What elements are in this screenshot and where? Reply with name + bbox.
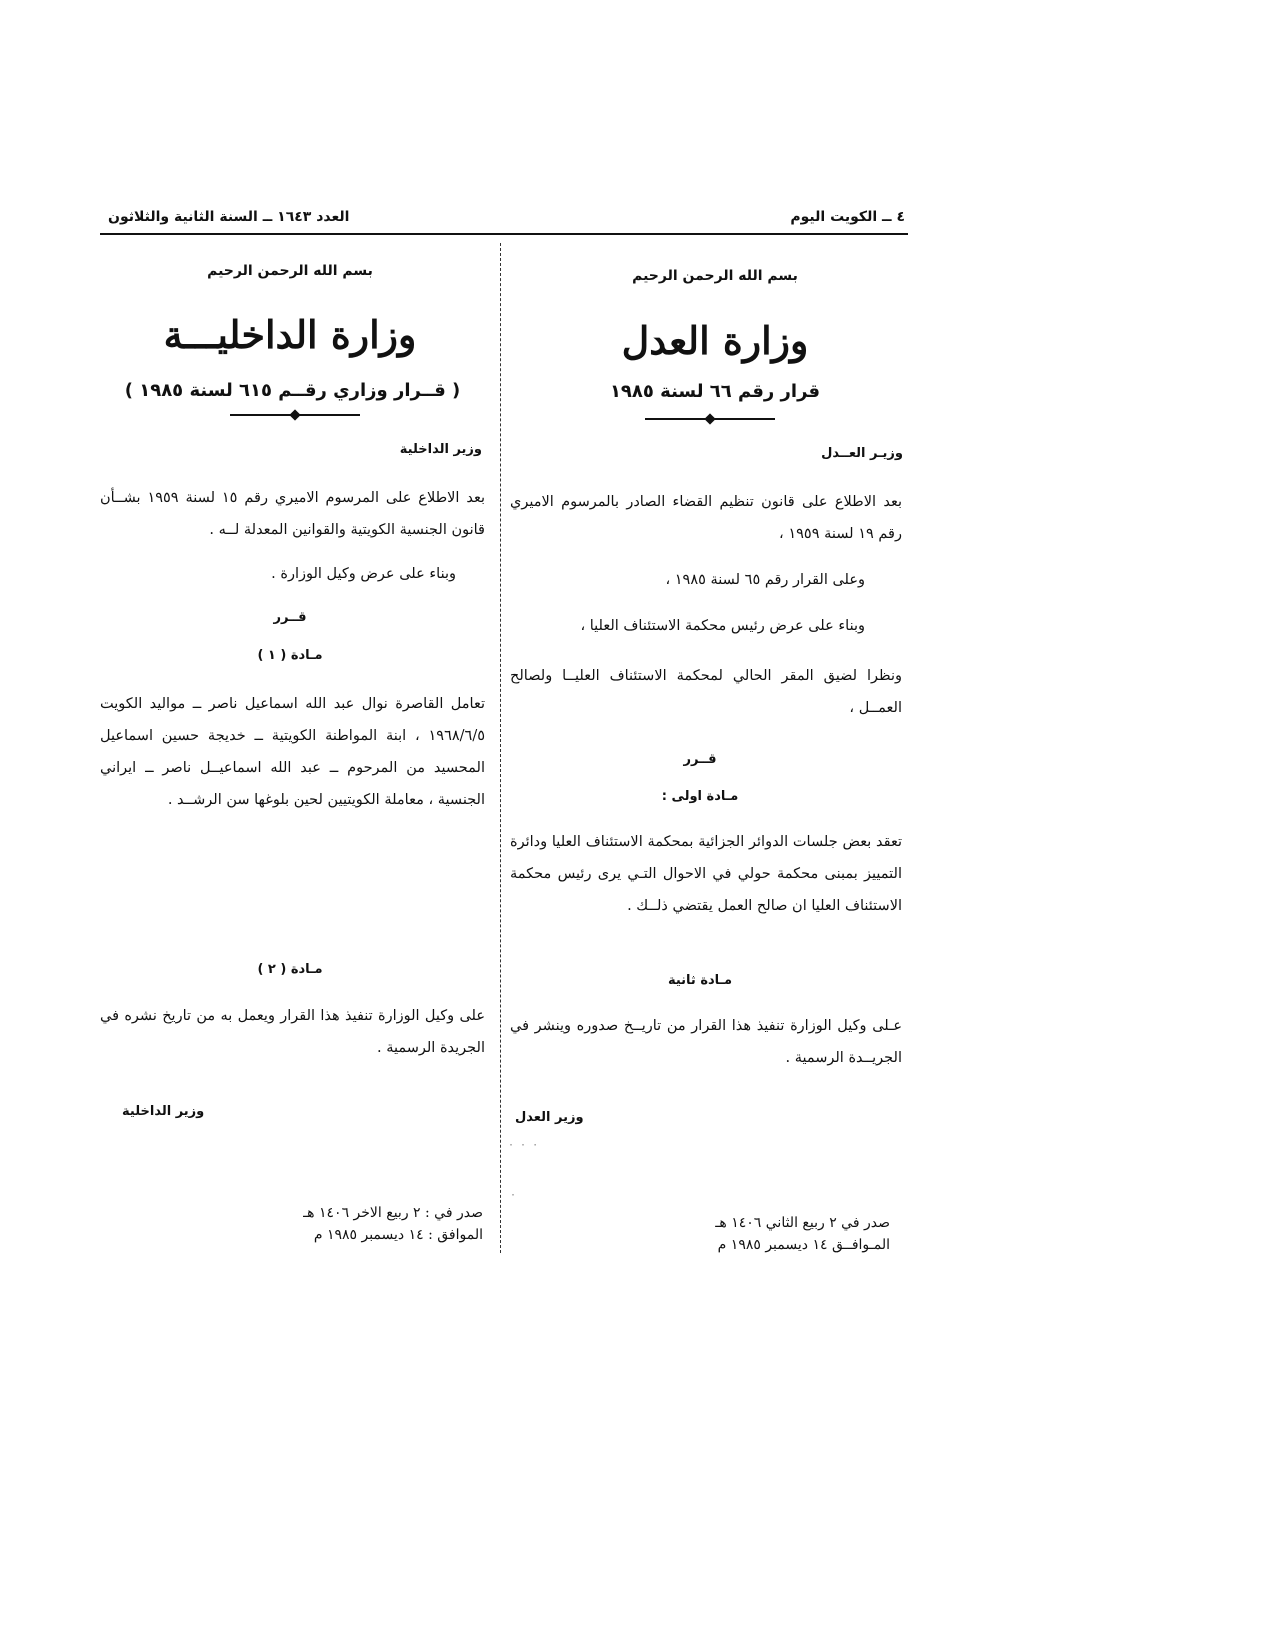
page-header-left: العدد ١٦٤٣ ــ السنة الثانية والثلاثون: [108, 209, 350, 225]
justice-ministry-title: وزارة العدل: [621, 318, 809, 363]
column-divider: [500, 243, 501, 1253]
justice-date-line-2: المـوافــق ١٤ ديسمبر ١٩٨٥ م: [717, 1237, 890, 1253]
justice-decree-title: قرار رقم ٦٦ لسنة ١٩٨٥: [609, 381, 821, 402]
interior-signature: وزير الداخلية: [122, 1104, 205, 1119]
interior-date-line-1: صدر في : ٢ ربيع الاخر ١٤٠٦ هـ: [303, 1205, 483, 1221]
justice-signature: وزير العدل: [515, 1110, 584, 1125]
justice-para-4: ونظرا لضيق المقر الحالي لمحكمة الاستئناف العليــا ولصالح العمــل ،: [510, 668, 902, 716]
justice-decides: قــرر: [683, 752, 717, 767]
justice-article-1-title: مـادة اولى :: [661, 789, 739, 804]
justice-article-2-title: مـادة ثانية: [667, 973, 733, 988]
justice-para-1: بعد الاطلاع على قانون تنظيم القضاء الصادر بالمرسوم الاميري رقم ١٩ لسنة ١٩٥٩ ،: [510, 494, 902, 542]
interior-title-ornament: [230, 414, 360, 416]
interior-article-2-text: على وكيل الوزارة تنفيذ هذا القرار ويعمل به من تاريخ نشره في الجريدة الرسمية .: [100, 1008, 485, 1056]
interior-para-2: وبناء على عرض وكيل الوزارة .: [271, 566, 456, 582]
justice-article-1-text: تعقد بعض جلسات الدوائر الجزائية بمحكمة الاستئناف العليا ودائرة التمييز بمبنى محكمة حولي في الاحوال التـي يرى رئيس محكمة الاستئناف العليا ان صالح العمل يقتضي ذلــك .: [510, 834, 902, 914]
justice-date-line-1: صدر في ٢ ربيع الثاني ١٤٠٦ هـ: [715, 1215, 890, 1231]
interior-article-2-title: مـادة ( ٢ ): [257, 962, 323, 977]
justice-minister-label: وزيـر العــدل: [821, 446, 903, 461]
justice-title-ornament: [645, 418, 775, 420]
scan-speck: ·: [510, 1190, 517, 1201]
interior-article-1-title: مـادة ( ١ ): [257, 648, 323, 663]
justice-basmala: بسم الله الرحمن الرحيم: [632, 268, 798, 284]
header-rule: [100, 233, 908, 235]
justice-para-2: وعلى القرار رقم ٦٥ لسنة ١٩٨٥ ،: [665, 572, 865, 588]
interior-article-1-text: تعامل القاصرة نوال عبد الله اسماعيل ناصر ــ مواليد الكويت ١٩٦٨/٦/٥ ، ابنة المواطنة الكويتية ــ خديجة حسين اسماعيل المحسيد من المرحوم ــ عبد الله اسماعيــل ناصر ــ ايراني الجنسية ، معاملة الكويتيين لحين بلوغها سن الرشــد .: [100, 696, 485, 808]
interior-para-1: بعد الاطلاع على المرسوم الاميري رقم ١٥ لسنة ١٩٥٩ بشــأن قانون الجنسية الكويتية والقوانين المعدلة لــه .: [100, 490, 485, 538]
scan-speck: · · ·: [508, 1140, 539, 1151]
justice-article-2-text: عـلى وكيل الوزارة تنفيذ هذا القرار من تاريــخ صدوره وينشر في الجريــدة الرسمية .: [510, 1018, 902, 1066]
interior-decree-title: ( قــرار وزاري رقــم ٦١٥ لسنة ١٩٨٥ ): [124, 380, 461, 401]
interior-decides: قــرر: [273, 610, 307, 625]
interior-basmala: بسم الله الرحمن الرحيم: [207, 263, 373, 279]
page-header-right: ٤ ــ الكويت اليوم: [790, 209, 905, 225]
interior-date-line-2: الموافق : ١٤ ديسمبر ١٩٨٥ م: [313, 1227, 483, 1243]
interior-minister-label: وزير الداخلية: [399, 442, 482, 457]
justice-para-3: وبناء على عرض رئيس محكمة الاستئناف العليا ،: [580, 618, 865, 634]
interior-ministry-title: وزارة الداخليـــة: [163, 312, 417, 357]
